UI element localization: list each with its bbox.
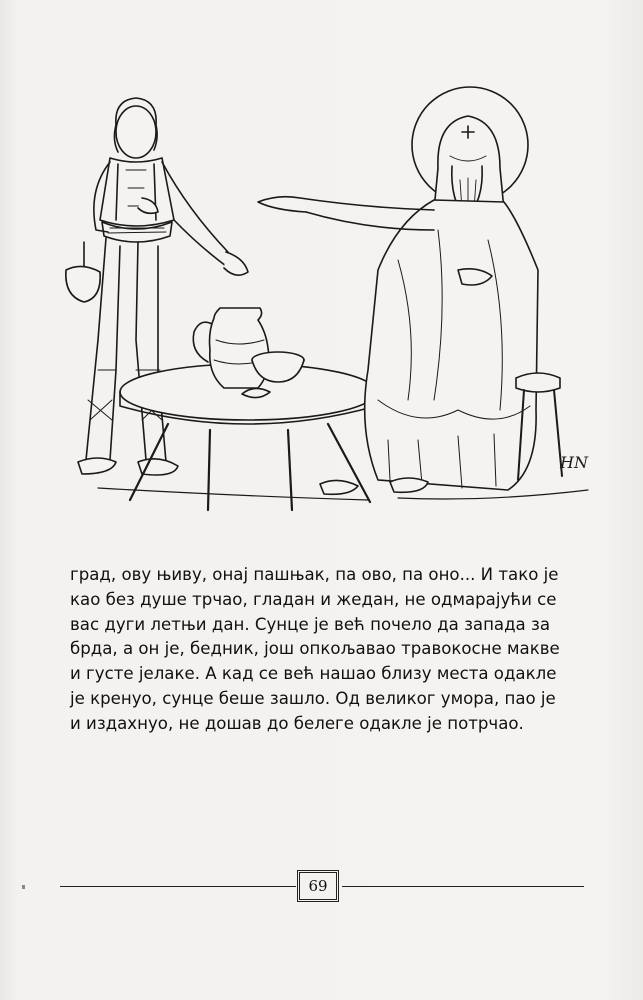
body-line: вас дуги летњи дан. Сунце је већ почело да запада за <box>70 614 550 634</box>
bleed-through-text <box>60 40 580 62</box>
body-line: као без душе трчао, гладан и жедан, не одмарајући се <box>70 589 557 609</box>
scan-mark <box>22 885 25 889</box>
page-number: 69 <box>299 872 337 900</box>
body-line: брда, а он је, бедник, још опкољавао травокосне макве <box>70 639 560 659</box>
body-line: и издахнуо, не дошав до белеге одакле је потрчао. <box>70 713 524 733</box>
artist-signature: HN <box>560 453 588 472</box>
body-line: је кренуо, сунце беше зашло. Од великог умора, пао је <box>70 688 556 708</box>
illustration-saint-sava-and-peasant <box>38 70 608 520</box>
saint-figure <box>258 87 538 494</box>
footer-rule-left <box>60 886 296 887</box>
body-text <box>70 563 590 737</box>
body-line: град, ову њиву, онај пашњак, па ово, па оно... И тако је <box>70 565 559 584</box>
body-line: и густе јелаке. А кад се већ нашао близу места одакле <box>70 664 557 684</box>
footer-rule-right <box>342 886 584 887</box>
mirrored-bleed-text <box>60 758 580 779</box>
